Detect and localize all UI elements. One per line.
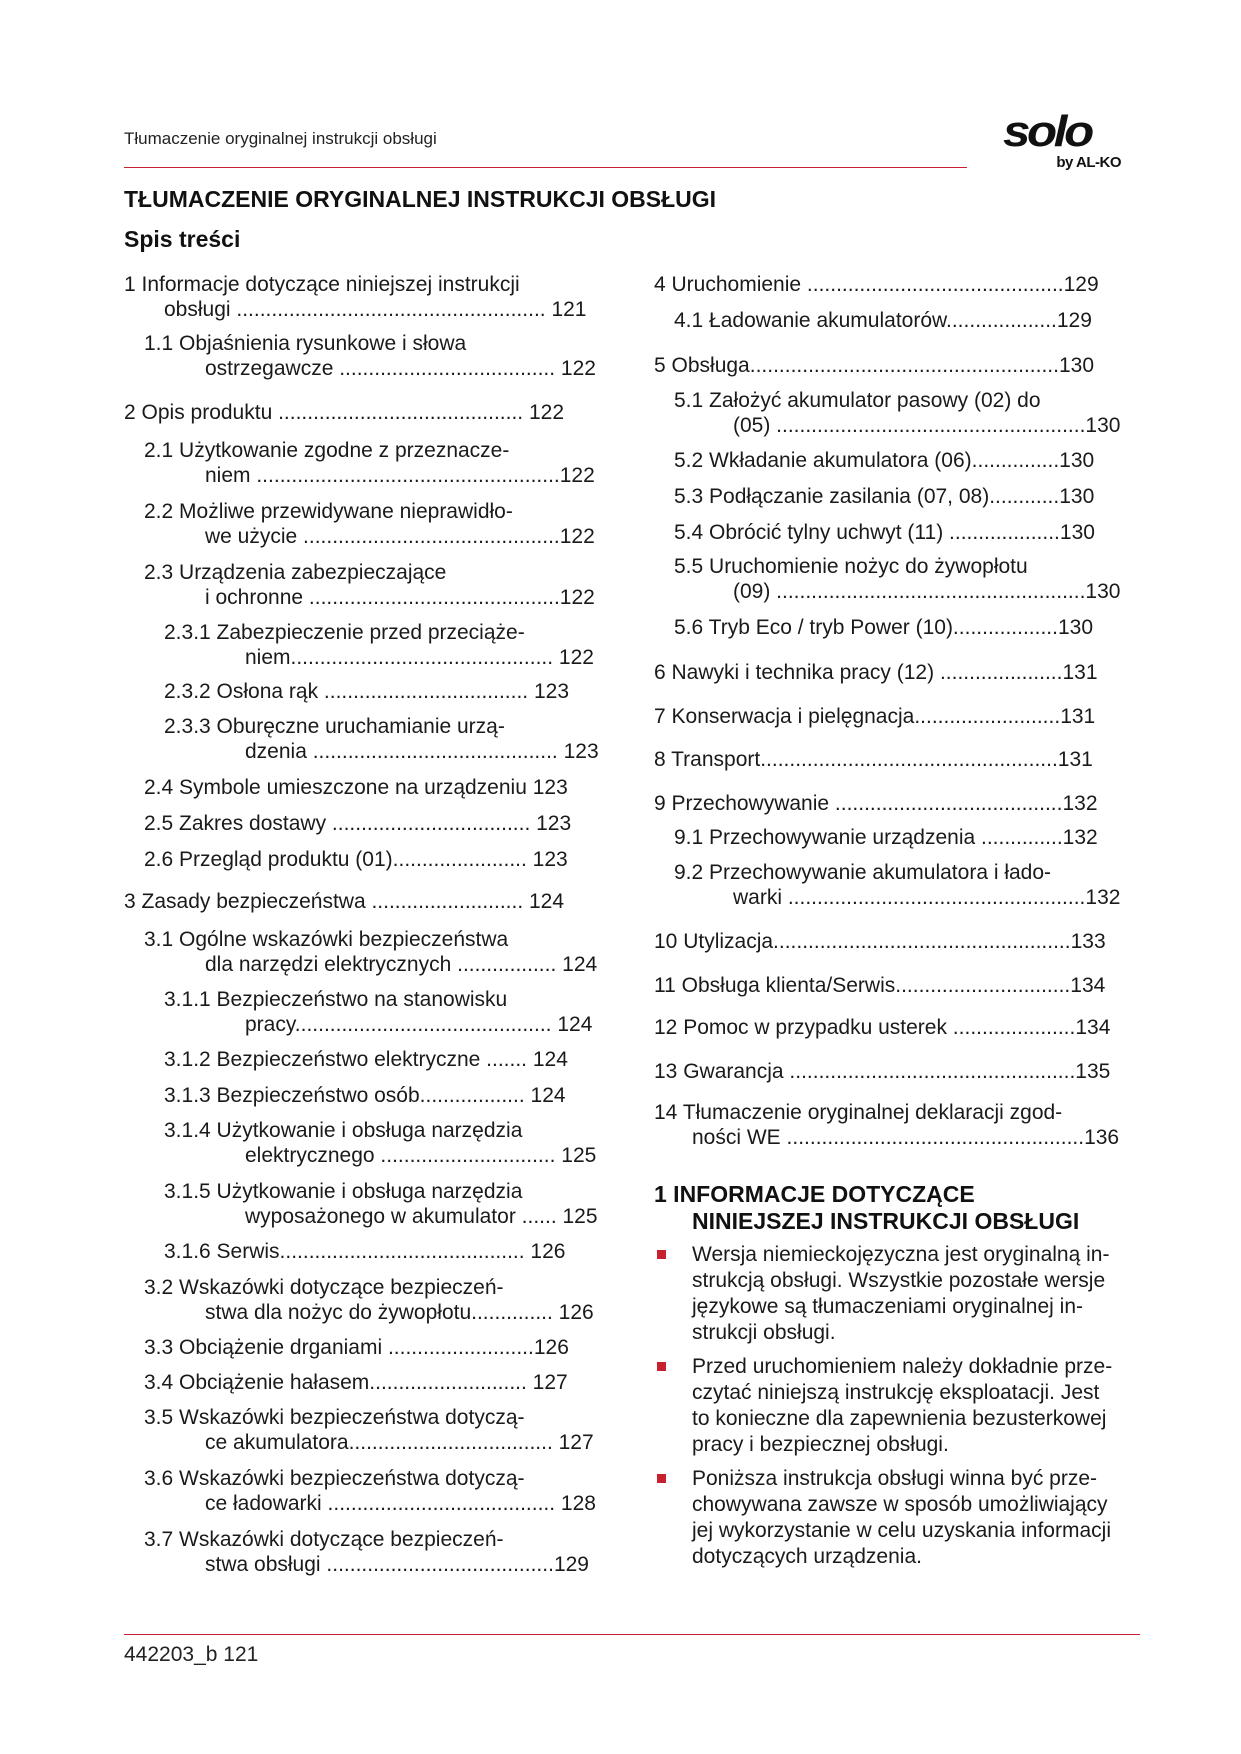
bullet-item: Poniższa instrukcja obsługi winna być prze- chowywana zawsze w sposób umożliwiający jej wykorzystanie w celu uzyskania informacji dotyczących urządzenia. xyxy=(654,1466,1154,1570)
document-title: TŁUMACZENIE ORYGINALNEJ INSTRUKCJI OBSŁUGI xyxy=(124,186,717,212)
toc-entry[interactable]: 6 Nawyki i technika pracy (12) .....................131 xyxy=(654,661,1098,684)
footer-divider xyxy=(124,1634,1140,1635)
toc-entry[interactable]: 5.5 Uruchomienie nożyc do żywopłotu (09) .....................................................130 xyxy=(674,555,1121,603)
toc-entry[interactable]: 13 Gwarancja .................................................135 xyxy=(654,1060,1111,1083)
toc-entry[interactable]: 3.1.1 Bezpieczeństwo na stanowisku pracy............................................ 124 xyxy=(164,988,593,1036)
toc-entry[interactable]: 9 Przechowywanie .......................................132 xyxy=(654,792,1098,815)
toc-entry[interactable]: 3.1.2 Bezpieczeństwo elektryczne ....... 124 xyxy=(164,1048,568,1071)
toc-entry[interactable]: 3.5 Wskazówki bezpieczeństwa dotyczą- ce akumulatora................................... 127 xyxy=(144,1406,594,1454)
toc-entry[interactable]: 14 Tłumaczenie oryginalnej deklaracji zgod- ności WE ...................................................136 xyxy=(654,1101,1120,1149)
toc-entry[interactable]: 5.2 Wkładanie akumulatora (06)...............130 xyxy=(674,449,1095,472)
bullet-item: Przed uruchomieniem należy dokładnie prze- czytać niniejszą instrukcję eksploatacji. Jest to konieczne dla zapewnienia bezusterkowej pracy i bezpiecznej obsługi. xyxy=(654,1354,1154,1458)
toc-entry[interactable]: 3.2 Wskazówki dotyczące bezpieczeń- stwa dla nożyc do żywopłotu.............. 126 xyxy=(144,1276,594,1324)
toc-entry[interactable]: 2 Opis produktu .......................................... 122 xyxy=(124,401,565,424)
toc-entry[interactable]: 3.3 Obciążenie drganiami .........................126 xyxy=(144,1336,569,1359)
toc-entry[interactable]: 2.3.3 Oburęczne uruchamianie urzą- dzenia .......................................... 123 xyxy=(164,715,599,763)
toc-entry[interactable]: 5.1 Założyć akumulator pasowy (02) do (05) .....................................................130 xyxy=(674,389,1121,437)
page-footer: 442203_b 121 xyxy=(124,1643,259,1666)
toc-entry[interactable]: 3.1.5 Użytkowanie i obsługa narzędzia wyposażonego w akumulator ...... 125 xyxy=(164,1180,598,1228)
toc-entry[interactable]: 2.3.2 Osłona rąk ................................... 123 xyxy=(164,680,569,703)
header-divider xyxy=(124,167,967,168)
toc-entry[interactable]: 8 Transport...................................................131 xyxy=(654,748,1093,771)
bullet-list xyxy=(654,1242,1154,1578)
toc-entry[interactable]: 5.3 Podłączanie zasilania (07, 08)............130 xyxy=(674,485,1095,508)
toc-entry[interactable]: 2.1 Użytkowanie zgodne z przeznacze- niem ....................................................122 xyxy=(144,439,595,487)
toc-entry[interactable]: 2.3 Urządzenia zabezpieczające i ochronne ...........................................122 xyxy=(144,561,595,609)
toc-entry[interactable]: 5.6 Tryb Eco / tryb Power (10)..................130 xyxy=(674,616,1093,639)
toc-entry[interactable]: 9.1 Przechowywanie urządzenia ..............132 xyxy=(674,826,1098,849)
toc-entry[interactable]: 2.3.1 Zabezpieczenie przed przeciąże- niem............................................. 122 xyxy=(164,621,594,669)
bullet-square-icon xyxy=(657,1250,666,1259)
toc-entry[interactable]: 7 Konserwacja i pielęgnacja.........................131 xyxy=(654,705,1096,728)
toc-entry[interactable]: 3 Zasady bezpieczeństwa .......................... 124 xyxy=(124,890,565,913)
toc-entry[interactable]: 12 Pomoc w przypadku usterek .....................134 xyxy=(654,1016,1111,1039)
toc-entry[interactable]: 3.7 Wskazówki dotyczące bezpieczeń- stwa obsługi .......................................129 xyxy=(144,1528,589,1576)
toc-entry[interactable]: 1 Informacje dotyczące niniejszej instrukcji obsługi ..................................................... 121 xyxy=(124,273,587,321)
toc-entry[interactable]: 3.1.4 Użytkowanie i obsługa narzędzia elektrycznego .............................. 125 xyxy=(164,1119,597,1167)
toc-entry[interactable]: 3.6 Wskazówki bezpieczeństwa dotyczą- ce ładowarki ....................................... 128 xyxy=(144,1467,596,1515)
toc-entry[interactable]: 2.6 Przegląd produktu (01)....................... 123 xyxy=(144,848,568,871)
solo-logo xyxy=(1003,107,1121,172)
section-heading: 1 INFORMACJE DOTYCZĄCE NINIEJSZEJ INSTRUKCJI OBSŁUGI xyxy=(654,1181,1080,1234)
toc-entry[interactable]: 4 Uruchomienie ............................................129 xyxy=(654,273,1099,296)
logo-wordmark: solo xyxy=(1003,107,1091,156)
toc-entry[interactable]: 3.1.6 Serwis.......................................... 126 xyxy=(164,1240,566,1263)
toc-entry[interactable]: 2.2 Możliwe przewidywane nieprawidło- we użycie ............................................122 xyxy=(144,500,595,548)
toc-entry[interactable]: 3.1.3 Bezpieczeństwo osób.................. 124 xyxy=(164,1084,566,1107)
toc-title: Spis treści xyxy=(124,226,241,252)
toc-entry[interactable]: 9.2 Przechowywanie akumulatora i łado- warki ...................................................132 xyxy=(674,861,1121,909)
toc-entry[interactable]: 3.4 Obciążenie hałasem........................... 127 xyxy=(144,1371,568,1394)
toc-entry[interactable]: 5.4 Obrócić tylny uchwyt (11) ...................130 xyxy=(674,521,1095,544)
toc-entry[interactable]: 5 Obsługa.....................................................130 xyxy=(654,354,1094,377)
toc-entry[interactable]: 3.1 Ogólne wskazówki bezpieczeństwa dla narzędzi elektrycznych ................. 124 xyxy=(144,928,598,976)
toc-entry[interactable]: 2.4 Symbole umieszczone na urządzeniu 123 xyxy=(144,776,568,799)
toc-entry[interactable]: 4.1 Ładowanie akumulatorów...................129 xyxy=(674,309,1092,332)
toc-entry[interactable]: 2.5 Zakres dostawy .................................. 123 xyxy=(144,812,572,835)
toc-entry[interactable]: 10 Utylizacja...................................................133 xyxy=(654,930,1106,953)
toc-entry[interactable]: 1.1 Objaśnienia rysunkowe i słowa ostrzegawcze ..................................... 122 xyxy=(144,332,596,380)
bullet-square-icon xyxy=(657,1362,666,1371)
bullet-square-icon xyxy=(657,1474,666,1483)
toc-entry[interactable]: 11 Obsługa klienta/Serwis..............................134 xyxy=(654,974,1106,997)
logo-subtitle: by AL-KO xyxy=(1056,154,1121,171)
running-header: Tłumaczenie oryginalnej instrukcji obsługi xyxy=(124,129,437,148)
bullet-item: Wersja niemieckojęzyczna jest oryginalną in- strukcją obsługi. Wszystkie pozostałe wersje językowe są tłumaczeniami oryginalnej in- strukcji obsługi. xyxy=(654,1242,1154,1346)
